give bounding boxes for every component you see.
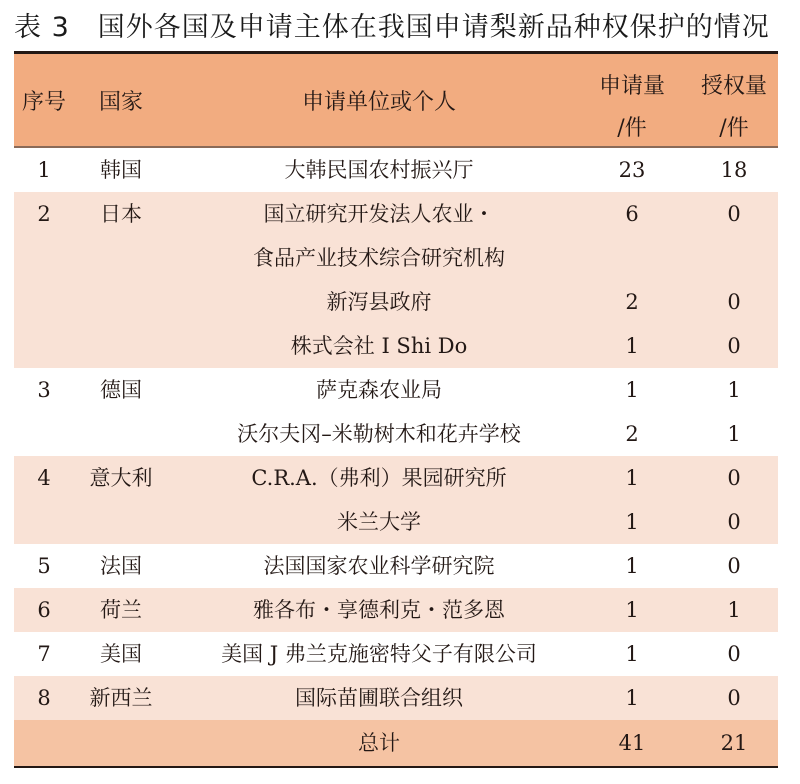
group-japan: [14, 192, 778, 368]
table-header: [14, 54, 778, 148]
row-unit: 新泻县政府: [326, 290, 432, 314]
row-applications: 1: [625, 510, 639, 534]
row-applications: 1: [625, 466, 639, 490]
total-label: 总计: [358, 731, 400, 755]
row-applications: 1: [625, 554, 639, 578]
header-grants-unit: /件: [719, 116, 749, 141]
table-number: 表 3: [14, 12, 70, 43]
table-row: [14, 544, 778, 588]
group-usa: [14, 632, 778, 676]
row-unit: 大韩民国农村振兴厅: [284, 158, 474, 182]
row-applications: 2: [625, 422, 639, 446]
row-grants: 0: [727, 554, 741, 578]
table-row: [14, 588, 778, 632]
row-number: 8: [37, 686, 51, 710]
data-table: [14, 51, 778, 768]
header-grants: 授权量: [700, 74, 767, 99]
row-number: 2: [37, 202, 51, 226]
row-grants: 0: [727, 510, 741, 534]
row-number: 7: [37, 642, 51, 666]
row-grants: 1: [727, 598, 741, 622]
row-applications: 6: [625, 202, 639, 226]
row-unit: C.R.A.（弗利）果园研究所: [251, 466, 507, 490]
row-country: 新西兰: [89, 686, 153, 710]
group-korea: [14, 148, 778, 192]
row-number: 5: [37, 554, 51, 578]
row-grants: 1: [727, 422, 741, 446]
row-grants: 18: [720, 158, 748, 182]
row-applications: 1: [625, 642, 639, 666]
group-italy: [14, 456, 778, 544]
group-new-zealand: [14, 676, 778, 720]
row-grants: 1: [727, 378, 741, 402]
row-grants: 0: [727, 686, 741, 710]
row-number: 6: [37, 598, 51, 622]
row-applications: 1: [625, 686, 639, 710]
table-caption: [14, 8, 770, 48]
row-applications: 2: [625, 290, 639, 314]
table-row: [14, 280, 778, 324]
row-unit: 食品产业技术综合研究机构: [253, 246, 505, 270]
header-country: 国家: [98, 90, 143, 115]
row-applications: 1: [625, 598, 639, 622]
table-row: [14, 676, 778, 720]
row-applications: 23: [618, 158, 646, 182]
row-unit: 国立研究开发法人农业・: [263, 202, 495, 226]
row-unit: 国际苗圃联合组织: [295, 686, 463, 710]
group-netherlands: [14, 588, 778, 632]
total-applications: 41: [618, 731, 646, 755]
row-number: 3: [37, 378, 51, 402]
table-row: [14, 632, 778, 676]
row-grants: 0: [727, 202, 741, 226]
group-france: [14, 544, 778, 588]
table-row: [14, 456, 778, 500]
row-country: 荷兰: [100, 598, 142, 622]
table-row: [14, 500, 778, 544]
row-grants: 0: [727, 290, 741, 314]
row-grants: 0: [727, 642, 741, 666]
table-row: [14, 192, 778, 236]
header-applications: 申请量: [598, 74, 665, 99]
header-unit: 申请单位或个人: [301, 90, 456, 115]
table-row: [14, 324, 778, 368]
total-row: [14, 720, 778, 766]
bottom-rule: [14, 766, 778, 768]
row-country: 意大利: [89, 466, 153, 490]
group-germany: [14, 368, 778, 456]
row-unit: 美国 J 弗兰克施密特父子有限公司: [221, 642, 537, 666]
row-number: 4: [37, 466, 51, 490]
row-country: 法国: [100, 554, 142, 578]
table-title: 国外各国及申请主体在我国申请梨新品种权保护的情况: [97, 12, 770, 43]
row-grants: 0: [727, 334, 741, 358]
row-unit: 法国国家农业科学研究院: [263, 554, 495, 578]
row-applications: 1: [625, 334, 639, 358]
table-row: [14, 236, 778, 280]
total-grants: 21: [720, 731, 748, 755]
row-number: 1: [37, 158, 51, 182]
header-no: 序号: [21, 90, 66, 115]
row-unit: 萨克森农业局: [316, 378, 442, 402]
row-unit: 沃尔夫冈–米勒树木和花卉学校: [237, 422, 521, 446]
row-country: 日本: [100, 202, 142, 226]
header-applications-unit: /件: [617, 116, 647, 141]
table-row: [14, 412, 778, 456]
row-unit: 米兰大学: [337, 510, 421, 534]
row-unit: 雅各布・享德利克・范多恩: [253, 598, 505, 622]
table-row: [14, 148, 778, 192]
row-country: 美国: [100, 642, 142, 666]
table-row: [14, 368, 778, 412]
row-applications: 1: [625, 378, 639, 402]
row-grants: 0: [727, 466, 741, 490]
row-country: 韩国: [100, 158, 142, 182]
row-country: 德国: [100, 378, 142, 402]
row-unit: 株式会社 I Shi Do: [290, 334, 468, 358]
